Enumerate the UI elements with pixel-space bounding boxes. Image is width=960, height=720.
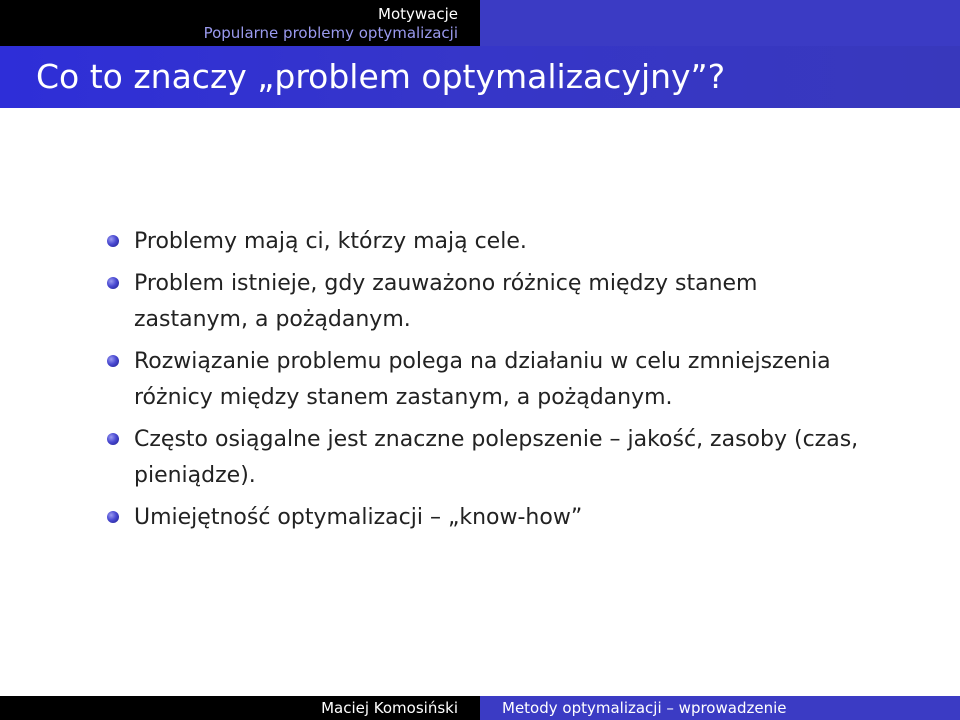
bullet-icon [107,355,119,367]
bullet-icon [107,235,119,247]
list-item [105,344,865,416]
bullet-list [105,224,865,536]
list-item-text: Umiejętność optymalizacji – „know-how” [134,505,583,530]
list-item [105,500,865,536]
bullet-icon [107,511,119,523]
frame-title: Co to znaczy „problem optymalizacyjny”? [36,57,726,96]
list-item-text: Problemy mają ci, którzy mają cele. [134,229,527,254]
list-item [105,422,865,494]
bullet-icon [107,277,119,289]
subsection-title[interactable]: Popularne problemy optymalizacji [203,24,458,42]
bullet-icon [107,433,119,445]
list-item-text: Często osiągalne jest znaczne polepszenie – jakość, zasoby (czas, pieniądze). [134,427,859,488]
slide-content [105,224,865,542]
footer-band [0,696,960,720]
section-title[interactable]: Motywacje [378,5,458,23]
header-band [0,0,960,46]
list-item [105,266,865,338]
header-navigation [0,0,480,46]
header-right-band [480,0,960,46]
footer-author: Maciej Komosiński [0,696,480,720]
list-item-text: Problem istnieje, gdy zauważono różnicę między stanem zastanym, a pożądanym. [134,271,758,332]
frame-title-bar [0,46,960,108]
list-item [105,224,865,260]
list-item-text: Rozwiązanie problemu polega na działaniu w celu zmniejszenia różnicy między stanem zastanym, a pożądanym. [134,349,831,410]
footer-talk-title: Metody optymalizacji – wprowadzenie [480,696,960,720]
